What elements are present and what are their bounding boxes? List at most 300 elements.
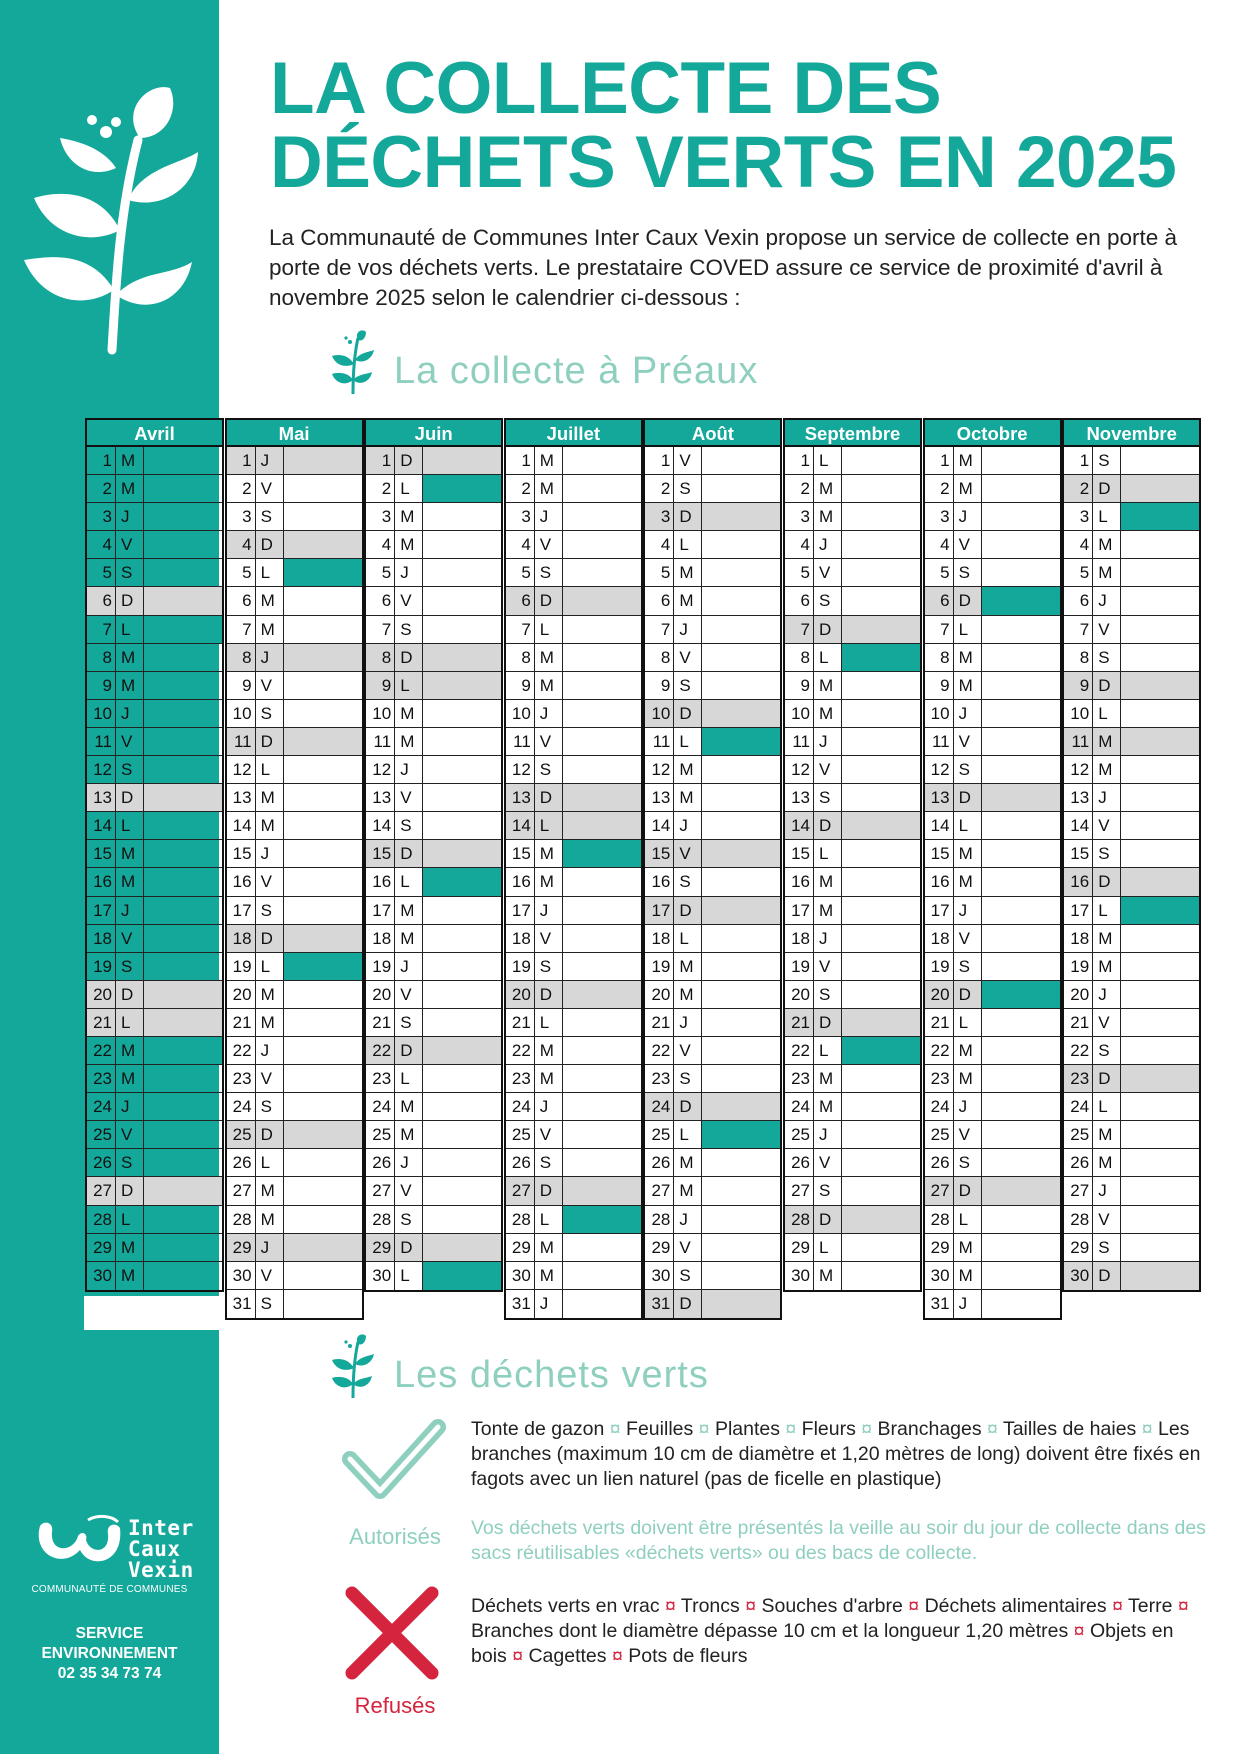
day-number: 4: [87, 531, 116, 558]
day-cell: [284, 447, 362, 474]
day-number: 28: [506, 1206, 535, 1233]
day-cell: [982, 700, 1060, 727]
day-number: 22: [227, 1037, 256, 1064]
refused-label: Refusés: [354, 1693, 436, 1718]
day-cell: [284, 672, 362, 699]
weekday-letter: M: [535, 1262, 563, 1289]
weekday-letter: L: [116, 812, 144, 839]
day-cell: [842, 756, 920, 783]
day-cell: [284, 616, 362, 643]
weekday-letter: J: [256, 644, 284, 671]
day-row: [227, 672, 362, 700]
day-number: 17: [366, 897, 395, 924]
weekday-letter: L: [814, 644, 842, 671]
day-row: [227, 1121, 362, 1149]
day-row: [227, 1009, 362, 1037]
day-row: [645, 1262, 780, 1290]
day-cell: [842, 1206, 920, 1233]
weekday-letter: S: [1093, 1037, 1121, 1064]
day-number: 16: [87, 868, 116, 895]
day-row: [925, 1009, 1060, 1037]
weekday-letter: L: [1093, 700, 1121, 727]
day-number: 9: [506, 672, 535, 699]
separator-icon: ¤: [1136, 1418, 1158, 1440]
day-row: [227, 559, 362, 587]
service-line2: ENVIRONNEMENT: [41, 1645, 178, 1662]
separator-icon: ¤: [855, 1418, 878, 1440]
day-number: 12: [925, 756, 954, 783]
weekday-letter: M: [116, 644, 144, 671]
day-cell: [423, 531, 501, 558]
weekday-letter: V: [395, 981, 423, 1008]
day-row: [645, 1009, 780, 1037]
day-cell: [423, 672, 501, 699]
day-cell: [1121, 1149, 1199, 1176]
service-phone: 02 35 34 73 74: [57, 1665, 162, 1682]
day-row: [366, 475, 501, 503]
day-row: [785, 644, 920, 672]
weekday-letter: S: [1093, 840, 1121, 867]
day-row: [87, 587, 222, 615]
day-cell: [1121, 1121, 1199, 1148]
day-number: 28: [87, 1206, 116, 1233]
collection-marker: [982, 587, 1060, 614]
weekday-letter: M: [535, 475, 563, 502]
day-cell: [702, 1177, 780, 1204]
day-number: 18: [227, 925, 256, 952]
day-row: [227, 1177, 362, 1205]
day-number: 10: [506, 700, 535, 727]
weekday-letter: M: [256, 1009, 284, 1036]
weekday-letter: M: [954, 1234, 982, 1261]
day-row: [925, 897, 1060, 925]
day-row: [366, 840, 501, 868]
day-cell: [144, 840, 222, 867]
day-number: 8: [506, 644, 535, 671]
day-row: [227, 981, 362, 1009]
weekday-letter: M: [116, 1037, 144, 1064]
day-cell: [702, 1009, 780, 1036]
day-cell: [702, 672, 780, 699]
month-days: [783, 445, 922, 1292]
day-cell: [563, 1290, 641, 1318]
weekday-letter: M: [1093, 531, 1121, 558]
weekday-letter: D: [256, 1121, 284, 1148]
day-row: [87, 981, 222, 1009]
intro-paragraph: La Communauté de Communes Inter Caux Vexin propose un service de collecte en porte à porte de vos déchets verts. Le prestataire COVED assure ce service de proximité d'avril à novembre 2025 selon le calendrier ci-dessous :: [269, 225, 1178, 310]
day-number: 12: [645, 756, 674, 783]
day-cell: [563, 672, 641, 699]
day-row: [366, 531, 501, 559]
day-row: [645, 531, 780, 559]
title-line2: DÉCHETS VERTS EN 2025: [270, 122, 1177, 203]
day-cell: [284, 1262, 362, 1289]
day-row: [1064, 587, 1199, 615]
weekday-letter: J: [535, 897, 563, 924]
weekday-letter: J: [814, 531, 842, 558]
weekday-letter: L: [535, 616, 563, 643]
accepted-items: [471, 1417, 1211, 1492]
weekday-letter: L: [395, 868, 423, 895]
day-number: 17: [87, 897, 116, 924]
day-number: 3: [87, 503, 116, 530]
weekday-letter: D: [674, 700, 702, 727]
day-row: [227, 840, 362, 868]
day-number: 17: [1064, 897, 1093, 924]
day-number: 18: [925, 925, 954, 952]
day-row: [366, 784, 501, 812]
month-header: Mai: [225, 418, 364, 445]
day-cell: [982, 953, 1060, 980]
day-cell: [842, 812, 920, 839]
weekday-letter: J: [674, 1009, 702, 1036]
day-cell: [423, 925, 501, 952]
day-row: [645, 953, 780, 981]
day-number: 6: [506, 587, 535, 614]
weekday-letter: S: [395, 1206, 423, 1233]
collection-marker: [144, 616, 222, 643]
day-number: 9: [925, 672, 954, 699]
day-cell: [842, 840, 920, 867]
day-cell: [284, 503, 362, 530]
weekday-letter: D: [1093, 672, 1121, 699]
day-number: 4: [925, 531, 954, 558]
day-number: 12: [1064, 756, 1093, 783]
day-row: [925, 756, 1060, 784]
collection-marker: [842, 644, 920, 671]
day-cell: [702, 559, 780, 586]
waste-item: Les branches (maximum 10 cm de diamètre et 1,20 mètres de long) doivent être fixés en fagots avec un lien naturel (pas de ficelle en plastique): [471, 1418, 1201, 1490]
day-cell: [702, 756, 780, 783]
day-cell: [842, 868, 920, 895]
weekday-letter: L: [814, 447, 842, 474]
day-number: 11: [925, 728, 954, 755]
day-cell: [982, 1093, 1060, 1120]
day-cell: [563, 1037, 641, 1064]
day-number: 26: [1064, 1149, 1093, 1176]
weekday-letter: M: [814, 868, 842, 895]
weekday-letter: J: [954, 503, 982, 530]
day-cell: [842, 1149, 920, 1176]
weekday-letter: J: [116, 503, 144, 530]
day-number: 6: [366, 587, 395, 614]
day-row: [506, 672, 641, 700]
weekday-letter: L: [1093, 503, 1121, 530]
day-row: [645, 868, 780, 896]
day-cell: [284, 475, 362, 502]
day-cell: [842, 1121, 920, 1148]
day-number: 12: [785, 756, 814, 783]
day-cell: [842, 447, 920, 474]
collection-marker: [423, 1262, 501, 1290]
day-number: 17: [645, 897, 674, 924]
day-row: [645, 756, 780, 784]
day-cell: [842, 1093, 920, 1120]
day-row: [925, 616, 1060, 644]
checkmark-icon: [338, 1413, 450, 1505]
day-number: 13: [87, 784, 116, 811]
day-row: [366, 1037, 501, 1065]
day-cell: [982, 1009, 1060, 1036]
day-cell: [842, 531, 920, 558]
day-cell: [144, 728, 222, 755]
day-row: [925, 559, 1060, 587]
day-row: [785, 897, 920, 925]
day-number: 16: [785, 868, 814, 895]
day-row: [87, 756, 222, 784]
day-row: [1064, 616, 1199, 644]
month-days: [1062, 445, 1201, 1292]
weekday-letter: D: [256, 925, 284, 952]
day-cell: [1121, 475, 1199, 502]
weekday-letter: D: [954, 587, 982, 614]
day-cell: [702, 1234, 780, 1261]
day-cell: [284, 1206, 362, 1233]
day-row: [785, 503, 920, 531]
day-number: 7: [1064, 616, 1093, 643]
day-number: 22: [785, 1037, 814, 1064]
day-number: 11: [366, 728, 395, 755]
day-cell: [423, 1037, 501, 1064]
day-number: 25: [785, 1121, 814, 1148]
collection-marker: [982, 981, 1060, 1008]
day-row: [87, 672, 222, 700]
day-number: 14: [366, 812, 395, 839]
day-cell: [842, 503, 920, 530]
day-number: 9: [87, 672, 116, 699]
weekday-letter: V: [674, 447, 702, 474]
day-row: [366, 1093, 501, 1121]
collection-marker: [563, 840, 641, 867]
day-row: [506, 1037, 641, 1065]
day-number: 22: [87, 1037, 116, 1064]
collection-calendar: [85, 418, 1202, 1325]
weekday-letter: L: [674, 728, 702, 755]
waste-item: Branches dont le diamètre dépasse 10 cm et la longueur 1,20 mètres: [471, 1620, 1069, 1642]
day-number: 2: [925, 475, 954, 502]
day-row: [506, 475, 641, 503]
day-row: [785, 1121, 920, 1149]
weekday-letter: L: [954, 1206, 982, 1233]
day-cell: [982, 644, 1060, 671]
day-number: 24: [785, 1093, 814, 1120]
day-number: 23: [506, 1065, 535, 1092]
day-number: 1: [506, 447, 535, 474]
day-number: 4: [366, 531, 395, 558]
day-cell: [982, 925, 1060, 952]
day-number: 11: [645, 728, 674, 755]
day-number: 13: [1064, 784, 1093, 811]
day-number: 28: [925, 1206, 954, 1233]
weekday-letter: M: [954, 1065, 982, 1092]
day-row: [785, 447, 920, 475]
day-number: 8: [785, 644, 814, 671]
weekday-letter: M: [1093, 559, 1121, 586]
weekday-letter: L: [954, 616, 982, 643]
day-row: [227, 728, 362, 756]
day-number: 23: [366, 1065, 395, 1092]
day-row: [645, 447, 780, 475]
day-number: 5: [87, 559, 116, 586]
day-cell: [284, 728, 362, 755]
day-number: 7: [925, 616, 954, 643]
day-number: 1: [925, 447, 954, 474]
day-cell: [563, 447, 641, 474]
weekday-letter: V: [674, 840, 702, 867]
day-number: 29: [1064, 1234, 1093, 1261]
day-number: 14: [87, 812, 116, 839]
weekday-letter: D: [954, 784, 982, 811]
day-cell: [423, 1093, 501, 1120]
weekday-letter: M: [116, 840, 144, 867]
day-cell: [702, 1290, 780, 1318]
weekday-letter: M: [116, 1065, 144, 1092]
weekday-letter: J: [116, 897, 144, 924]
month-novembre: [1062, 418, 1201, 1292]
day-row: [925, 1234, 1060, 1262]
day-number: 20: [785, 981, 814, 1008]
day-number: 30: [366, 1262, 395, 1290]
day-number: 5: [645, 559, 674, 586]
day-row: [87, 1177, 222, 1205]
day-cell: [702, 981, 780, 1008]
day-row: [925, 812, 1060, 840]
day-cell: [1121, 868, 1199, 895]
day-row: [366, 587, 501, 615]
weekday-letter: D: [674, 503, 702, 530]
weekday-letter: M: [674, 756, 702, 783]
day-row: [227, 503, 362, 531]
day-cell: [1121, 672, 1199, 699]
collection-marker: [284, 953, 362, 980]
day-number: 23: [227, 1065, 256, 1092]
day-row: [87, 897, 222, 925]
day-row: [1064, 981, 1199, 1009]
day-cell: [284, 1121, 362, 1148]
day-number: 14: [925, 812, 954, 839]
day-cell: [842, 587, 920, 614]
weekday-letter: S: [535, 756, 563, 783]
day-cell: [702, 587, 780, 614]
day-number: 26: [785, 1149, 814, 1176]
weekday-letter: J: [395, 756, 423, 783]
weekday-letter: D: [674, 1093, 702, 1120]
day-row: [227, 644, 362, 672]
month-days: [85, 445, 224, 1292]
day-cell: [284, 1037, 362, 1064]
day-cell: [423, 812, 501, 839]
day-number: 28: [366, 1206, 395, 1233]
month-août: [643, 418, 782, 1320]
day-cell: [284, 868, 362, 895]
day-cell: [702, 925, 780, 952]
weekday-letter: M: [674, 1149, 702, 1176]
day-cell: [702, 1262, 780, 1289]
day-number: 10: [645, 700, 674, 727]
weekday-letter: M: [116, 868, 144, 895]
day-number: 7: [366, 616, 395, 643]
day-cell: [423, 1065, 501, 1092]
month-header: Novembre: [1062, 418, 1201, 445]
day-number: 21: [925, 1009, 954, 1036]
weekday-letter: D: [535, 981, 563, 1008]
day-number: 7: [87, 616, 116, 643]
day-number: 22: [925, 1037, 954, 1064]
day-cell: [144, 559, 222, 586]
day-cell: [284, 1290, 362, 1318]
day-number: 21: [1064, 1009, 1093, 1036]
day-row: [87, 1149, 222, 1177]
day-cell: [423, 1149, 501, 1176]
day-number: 5: [506, 559, 535, 586]
day-cell: [144, 1149, 222, 1176]
separator-icon: ¤: [1106, 1595, 1128, 1617]
day-number: 15: [785, 840, 814, 867]
day-row: [785, 784, 920, 812]
day-row: [645, 1065, 780, 1093]
day-cell: [284, 1234, 362, 1261]
day-row: [645, 812, 780, 840]
weekday-letter: L: [256, 1149, 284, 1176]
day-row: [645, 616, 780, 644]
day-number: 30: [785, 1262, 814, 1290]
day-row: [645, 728, 780, 756]
weekday-letter: V: [256, 1262, 284, 1289]
day-row: [506, 812, 641, 840]
weekday-letter: M: [1093, 756, 1121, 783]
weekday-letter: S: [256, 700, 284, 727]
weekday-letter: J: [395, 953, 423, 980]
weekday-letter: M: [814, 672, 842, 699]
day-number: 10: [785, 700, 814, 727]
day-row: [925, 868, 1060, 896]
day-row: [645, 587, 780, 615]
day-row: [227, 1206, 362, 1234]
waste-item: Pots de fleurs: [628, 1645, 748, 1667]
weekday-letter: J: [256, 840, 284, 867]
day-row: [227, 812, 362, 840]
day-row: [785, 981, 920, 1009]
day-row: [87, 616, 222, 644]
month-header: Octobre: [923, 418, 1062, 445]
day-number: 29: [645, 1234, 674, 1261]
weekday-letter: L: [954, 812, 982, 839]
day-number: 10: [87, 700, 116, 727]
weekday-letter: L: [395, 1065, 423, 1092]
day-cell: [1121, 1206, 1199, 1233]
separator-icon: ¤: [902, 1595, 925, 1617]
day-number: 4: [645, 531, 674, 558]
weekday-letter: M: [116, 475, 144, 502]
day-number: 19: [925, 953, 954, 980]
day-number: 10: [227, 700, 256, 727]
day-row: [785, 840, 920, 868]
day-row: [366, 756, 501, 784]
weekday-letter: D: [535, 784, 563, 811]
weekday-letter: V: [256, 672, 284, 699]
day-cell: [563, 644, 641, 671]
day-cell: [144, 784, 222, 811]
day-number: 24: [1064, 1093, 1093, 1120]
weekday-letter: L: [256, 953, 284, 980]
weekday-letter: L: [674, 1121, 702, 1148]
day-row: [87, 1037, 222, 1065]
day-cell: [284, 981, 362, 1008]
logo-subtitle: COMMUNAUTÉ DE COMMUNES: [31, 1584, 188, 1595]
separator-icon: ¤: [659, 1595, 681, 1617]
weekday-letter: D: [814, 1206, 842, 1233]
day-cell: [144, 1206, 222, 1233]
